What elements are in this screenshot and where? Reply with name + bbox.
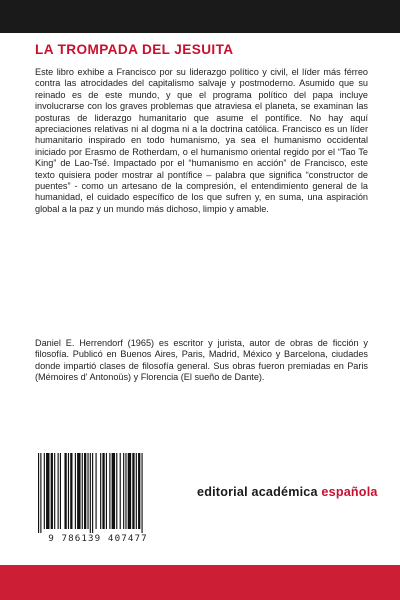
book-synopsis: Este libro exhibe a Francisco por su liderazgo político y civil, el líder más férreo contra las atrocidades del capitalismo salvaje y postmoderno. Asumido que su reinado es de este mundo, y que el programa político del papa incluye involucrarse con los graves problemas que atraviesa el planeta, se examinan las posturas de liderazgo humanitario que asume el pontífice. No hay aquí apreciaciones relativas ni al dogma ni a la doctrina católica. Francisco es un líder humanitario inspirado en todo humanismo, ya sea el humanismo occidental iniciado por Erasmo de Rotherdam, o el humanismo oriental regido por el “Tao Te King” de Lao-Tsé. Impactado por el “humanismo en acción” de Francisco, este texto quisiera poder mostrar al pontífice – palabra que significa “constructor de puentes” - como un artesano de la compresión, el entendimiento general de la humanidad, el cuidado específico de los que sufren y, en suma, una aspiración global a la paz y un mundo más dichoso, limpio y amable.: [35, 67, 368, 214]
bottom-band: [0, 565, 400, 600]
barcode-bar: [123, 453, 124, 529]
isbn-number: 9 786139 407477: [48, 533, 148, 544]
barcode-bar: [46, 453, 49, 529]
publisher-name: editorial académica: [197, 485, 322, 499]
barcode-bar: [75, 453, 76, 529]
barcode-bar: [87, 453, 88, 529]
barcode-bars: [34, 453, 162, 533]
barcode-bar: [58, 453, 59, 529]
barcode-bar: [138, 453, 140, 529]
barcode-bar: [51, 453, 53, 529]
barcode-bar: [142, 453, 143, 533]
publisher-logo: [197, 485, 378, 499]
barcode-bar: [84, 453, 86, 529]
barcode-bar: [112, 453, 115, 529]
book-title: LA TROMPADA DEL JESUITA: [35, 42, 234, 57]
barcode-bar: [120, 453, 121, 529]
barcode-bar: [40, 453, 41, 533]
barcode-bar: [38, 453, 39, 533]
barcode-bar: [132, 453, 134, 529]
barcode-bar: [116, 453, 117, 529]
barcode-bar: [102, 453, 104, 529]
barcode-bar: [106, 453, 107, 529]
barcode-bar: [109, 453, 110, 529]
barcode-bar: [44, 453, 45, 529]
barcode-bar: [70, 453, 72, 529]
barcode-bar: [68, 453, 69, 529]
barcode-bar: [100, 453, 101, 529]
barcode-bar: [136, 453, 137, 529]
barcode-bar: [54, 453, 55, 529]
isbn-barcode: [34, 453, 162, 543]
barcode-bar: [64, 453, 66, 529]
barcode-bar: [125, 453, 126, 529]
publisher-name-accent: española: [321, 485, 378, 499]
top-band: [0, 0, 400, 33]
barcode-bar: [96, 453, 97, 529]
barcode-bar: [77, 453, 80, 529]
barcode-bar: [128, 453, 131, 529]
barcode-bar: [82, 453, 83, 529]
barcode-bar: [92, 453, 93, 533]
barcode-bar: [60, 453, 61, 529]
author-bio: Daniel E. Herrendorf (1965) es escritor y jurista, autor de obras de ficción y filosofía. Publicó en Buenos Aires, Paris, Madrid, México y Barcelona, ciudades donde impartió clases de filosofía general. Sus obras fueron premiadas en Paris (Mémoires d' Antonoüs) y Florencia (El sueño de Dante).: [35, 338, 368, 383]
barcode-bar: [90, 453, 91, 533]
